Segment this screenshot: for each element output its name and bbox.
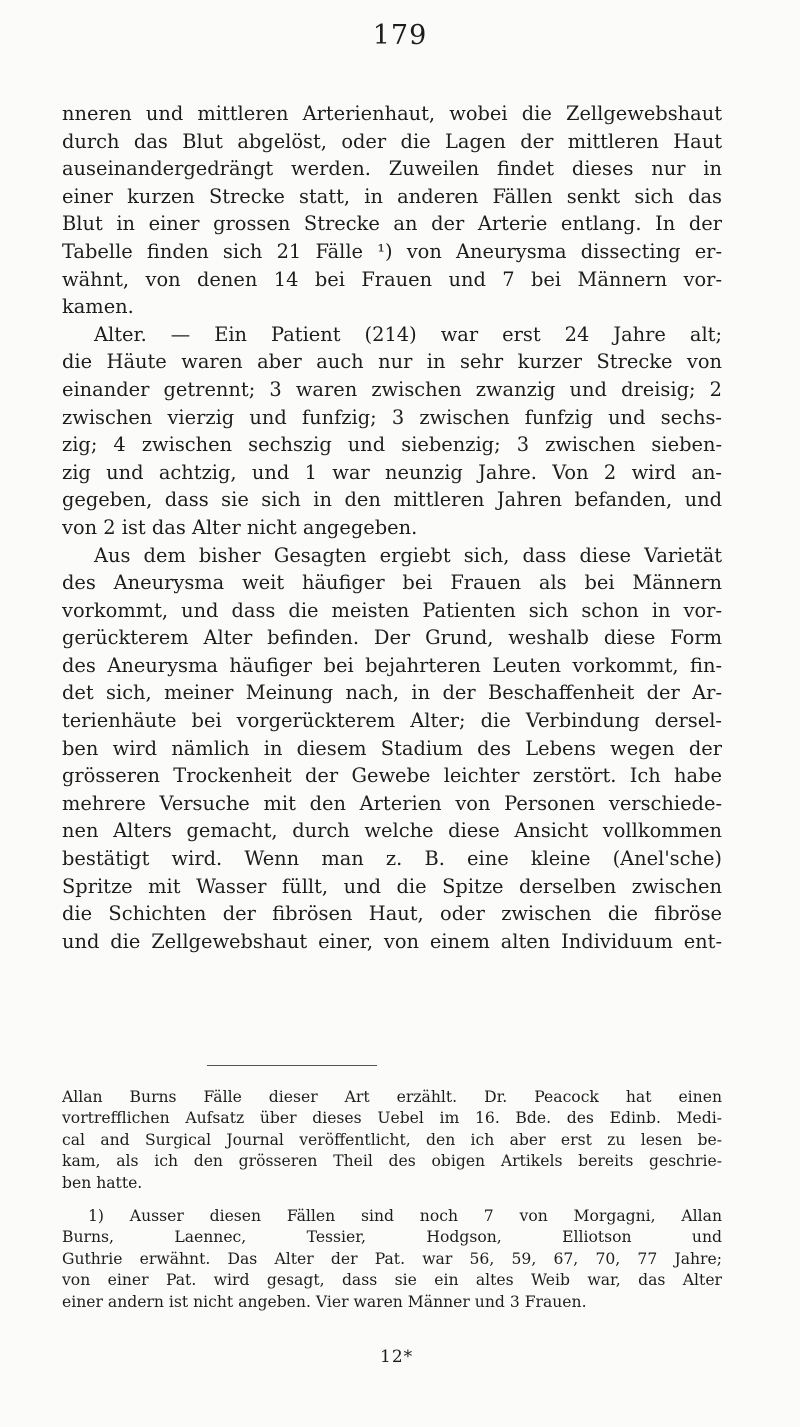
printer-signature: 12* [380,1347,414,1367]
body-line: einer kurzen Strecke statt, in anderen Fällen senkt sich das [62,184,722,208]
body-line: ben wird nämlich in diesem Stadium des Lebens wegen der [62,736,722,760]
footnote-line: ben hatte. [62,1173,143,1192]
body-line: vorkommt, und dass die meisten Patienten sich schon in vor- [62,598,722,622]
body-line: bestätigt wird. Wenn man z. B. eine kleine (Anel'sche) [62,847,722,871]
body-text [62,100,722,955]
footnotes [62,1087,722,1313]
body-line: gerückterem Alter befinden. Der Grund, weshalb diese Form [62,626,722,650]
body-line: die Schichten der fibrösen Haut, oder zwischen die fibröse [62,902,722,926]
body-line: auseinandergedrängt werden. Zuweilen findet dieses nur in [62,157,722,181]
body-line: des Aneurysma weit häufiger bei Frauen als bei Männern [62,571,722,595]
footnote-line: vortrefflichen Aufsatz über dieses Uebel im 16. Bde. des Edinb. Medi- [62,1109,722,1128]
body-line: Aus dem bisher Gesagten ergiebt sich, dass diese Varietät [94,543,722,567]
body-line: Spritze mit Wasser füllt, und die Spitze derselben zwischen [62,874,722,898]
body-line: des Aneurysma häufiger bei bejahrteren Leuten vorkommt, fin- [62,653,722,677]
body-line: Blut in einer grossen Strecke an der Arterie entlang. In der [62,212,722,236]
body-line: zwischen vierzig und funfzig; 3 zwischen funfzig und sechs- [62,405,722,429]
body-line: mehrere Versuche mit den Arterien von Personen verschiede- [62,791,722,815]
footnote-divider [207,1065,377,1066]
body-line: wähnt, von denen 14 bei Frauen und 7 bei Männern vor- [62,267,722,291]
body-line: zig; 4 zwischen sechszig und siebenzig; 3 zwischen sieben- [62,433,722,457]
footnote-1-line: Burns, Laennec, Tessier, Hodgson, Elliotson und [62,1228,722,1247]
body-line: nneren und mittleren Arterienhaut, wobei die Zellgewebshaut [62,102,722,125]
footnote-1-line: Guthrie erwähnt. Das Alter der Pat. war 56, 59, 67, 70, 77 Jahre; [62,1249,722,1268]
body-line: einander getrennt; 3 waren zwischen zwanzig und dreisig; 2 [62,377,722,401]
footnote-1-line: einer andern ist nicht angeben. Vier waren Männer und 3 Frauen. [62,1292,587,1311]
page-number: 179 [372,20,428,51]
footnote-line: kam, als ich den grösseren Theil des obigen Artikels bereits geschrie- [62,1152,722,1171]
body-line: gegeben, dass sie sich in den mittleren Jahren befanden, und [62,488,722,512]
body-line: terienhäute bei vorgerückterem Alter; die Verbindung dersel- [62,709,722,733]
footnote-line: cal and Surgical Journal veröffentlicht, den ich aber erst zu lesen be- [62,1130,722,1149]
body-line: und die Zellgewebshaut einer, von einem alten Individuum ent- [62,929,722,953]
body-line: kamen. [62,295,134,319]
footnote-1-line: 1) Ausser diesen Fällen sind noch 7 von Morgagni, Allan [88,1207,722,1226]
body-line: Alter. — Ein Patient (214) war erst 24 Jahre alt; [94,322,722,346]
body-line: durch das Blut abgelöst, oder die Lagen der mittleren Haut [62,129,722,153]
body-line: det sich, meiner Meinung nach, in der Beschaffenheit der Ar- [62,681,722,705]
body-line: nen Alters gemacht, durch welche diese Ansicht vollkommen [62,819,722,843]
body-line: Tabelle finden sich 21 Fälle ¹) von Aneurysma dissecting er- [62,239,722,263]
body-line: zig und achtzig, und 1 war neunzig Jahre. Von 2 wird an- [62,460,722,484]
footnote-1-line: von einer Pat. wird gesagt, dass sie ein altes Weib war, das Alter [62,1271,722,1290]
body-line: die Häute waren aber auch nur in sehr kurzer Strecke von [62,350,722,374]
body-line: grösseren Trockenheit der Gewebe leichter zerstört. Ich habe [62,764,722,788]
body-line: von 2 ist das Alter nicht angegeben. [62,515,418,539]
footnote-line: Allan Burns Fälle dieser Art erzählt. Dr. Peacock hat einen [62,1088,722,1106]
